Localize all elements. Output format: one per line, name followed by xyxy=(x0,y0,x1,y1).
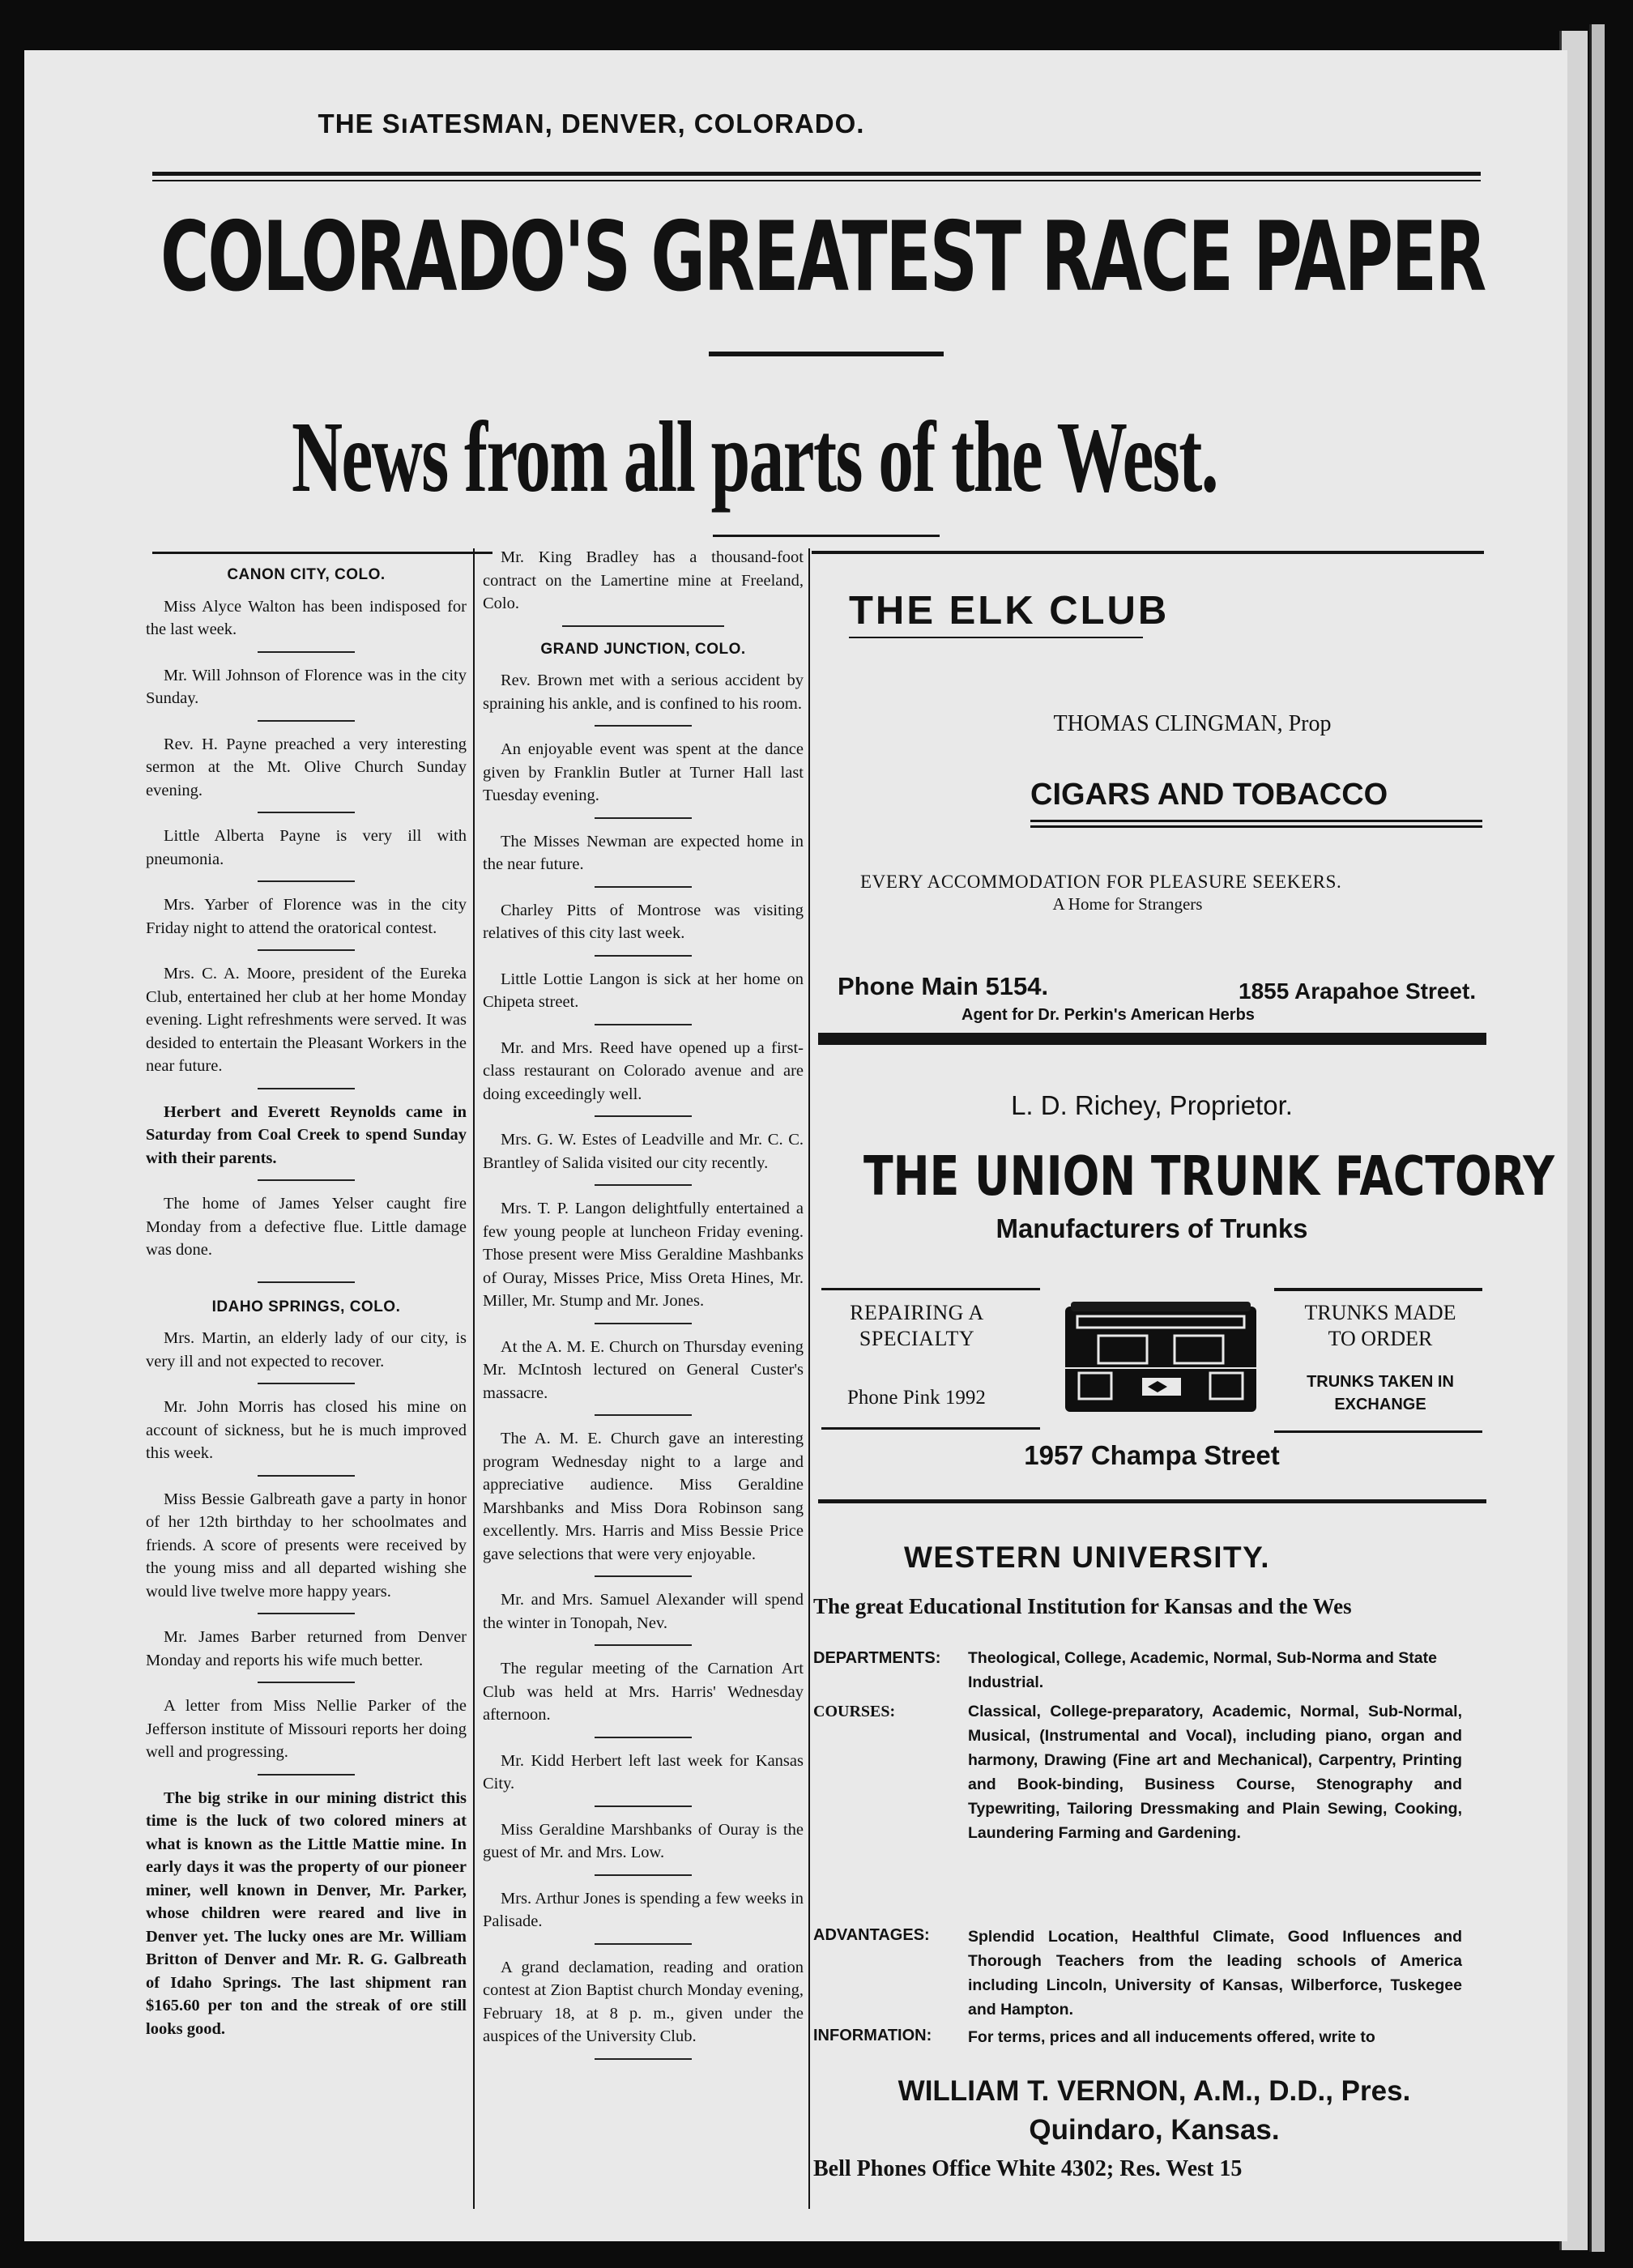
elk-agent: Agent for Dr. Perkin's American Herbs xyxy=(961,1006,1255,1024)
news-item: Miss Bessie Galbreath gave a party in honor of her 12th birthday to her schoolmates and friends. A score of presents were received by the young miss and all departed wishing she would live twelve more happy years. xyxy=(146,1490,467,1601)
item-separator xyxy=(595,1414,692,1416)
item-separator xyxy=(595,1737,692,1738)
item-separator xyxy=(258,1383,355,1384)
news-item: Herbert and Everett Reynolds came in Saturday from Coal Creek to spend Sunday with their parents. xyxy=(146,1102,467,1167)
masthead: THE SıATESMAN, DENVER, COLORADO. xyxy=(318,109,865,139)
news-item: Mrs. G. W. Estes of Leadville and Mr. C. C. Brantley of Salida visited our city recently. xyxy=(483,1131,804,1172)
cigars-heading: CIGARS AND TOBACCO xyxy=(1030,778,1388,812)
trunk-bottom-rule xyxy=(818,1499,1486,1503)
item-separator xyxy=(562,625,724,627)
university-tagline: The great Educational Institution for Kansas and the Wes xyxy=(813,1594,1352,1618)
banner-subtitle: News from all parts of the West. xyxy=(292,401,1218,514)
item-separator xyxy=(595,817,692,819)
news-item: Mrs. Martin, an elderly lady of our city, is very ill and not expected to recover. xyxy=(146,1329,467,1371)
information-label: INFORMATION: xyxy=(813,2027,932,2044)
news-item: Mrs. Arthur Jones is spending a few weeks in Palisade. xyxy=(483,1889,804,1930)
departments-text: Theological, College, Academic, Normal, Sub-Norma and State Industrial. xyxy=(968,1649,1437,1691)
item-separator xyxy=(595,886,692,888)
item-separator xyxy=(595,1024,692,1025)
elk-title-underline xyxy=(849,637,1143,638)
cigars-rule-1 xyxy=(1030,820,1482,822)
elk-bottom-rule xyxy=(818,1033,1486,1045)
departments-label: DEPARTMENTS: xyxy=(813,1649,941,1667)
courses-label: COURSES: xyxy=(813,1703,896,1720)
news-item: Mr. and Mrs. Reed have opened up a first-class restaurant on Colorado avenue and are doing exceedingly well. xyxy=(483,1038,804,1103)
courses-text: Classical, College-preparatory, Academic, Normal, Sub-Normal, Musical, (Instrumental and Vocal), including piano, organ and harmony, Drawing (Fine art and Mechanical), Carpentry, Printing and Book-binding, Business Course, Stenography and Typewriting, Tailoring Dressmaking and Plain Sewing, Cooking, Laundering Farming and Gardening. xyxy=(968,1703,1462,1842)
news-item: Mr. Kidd Herbert left last week for Kansas City. xyxy=(483,1751,804,1793)
news-item: Mr. and Mrs. Samuel Alexander will spend the winter in Tonopah, Nev. xyxy=(483,1591,804,1632)
news-item: Mr. James Barber returned from Denver Monday and reports his wife much better. xyxy=(146,1628,467,1669)
news-item: Rev. H. Payne preached a very interesting sermon at the Mt. Olive Church Sunday evening. xyxy=(146,735,467,799)
trunk-factory-ad xyxy=(812,1047,1554,1500)
news-item: A grand declamation, reading and oration contest at Zion Baptist church Monday evening, February 18, at 8 p. m., given under the auspices of the University Club. xyxy=(483,1958,804,2045)
item-separator xyxy=(595,1323,692,1324)
elk-phone: Phone Main 5154. xyxy=(838,972,1049,1000)
masthead-rule-top xyxy=(152,172,1481,176)
column1-top-rule xyxy=(152,552,492,554)
trunk-right-rule-top xyxy=(1274,1288,1482,1291)
news-item: Mrs. T. P. Langon delightfully entertained a few young people at luncheon Friday evening. Those present were Miss Geraldine Mashbanks of Ouray, Misses Price, Miss Oreta Hines, Mr. Miller, Mr. Stump and Mr. Jones. xyxy=(483,1200,804,1310)
item-separator xyxy=(595,725,692,727)
trunk-exchange: TRUNKS TAKEN IN EXCHANGE xyxy=(1307,1373,1454,1413)
column-2 xyxy=(483,546,804,2071)
trunk-left-rule-bottom xyxy=(821,1427,1040,1430)
news-item: Mr. John Morris has closed his mine on account of sickness, but he is much improved this week. xyxy=(146,1398,467,1462)
item-separator xyxy=(595,1575,692,1577)
trunk-proprietor: L. D. Richey, Proprietor. xyxy=(1011,1090,1293,1120)
elk-proprietor: THOMAS CLINGMAN, Prop xyxy=(1053,711,1332,736)
news-item: Mrs. C. A. Moore, president of the Eureka Club, entertained her club at her home Monday evening. Light refreshments were served. It was desided to entertain the Pleasant Workers in the near future. xyxy=(146,965,467,1075)
trunk-right-rule-bottom xyxy=(1274,1430,1482,1433)
news-item: The home of James Yelser caught fire Monday from a defective flue. Little damage was done. xyxy=(146,1195,467,1259)
news-item: Miss Alyce Walton has been indisposed for the last week. xyxy=(146,597,467,638)
banner-divider xyxy=(709,352,944,356)
university-title: WESTERN UNIVERSITY. xyxy=(904,1541,1270,1574)
item-separator xyxy=(595,955,692,957)
advantages-text: Splendid Location, Healthful Climate, Good Influences and Thorough Teachers from the leading schools of America including Lincoln, University of Kansas, Wilberforce, Tuskegee and Hampton. xyxy=(968,1928,1462,2019)
item-separator xyxy=(258,880,355,882)
elk-club-title: THE ELK CLUB xyxy=(849,589,1170,633)
cigars-rule-2 xyxy=(1030,825,1482,828)
item-separator xyxy=(595,1943,692,1945)
trunk-left-rule-top xyxy=(821,1288,1040,1290)
item-separator xyxy=(258,1682,355,1683)
column-1 xyxy=(146,559,467,2040)
ad-top-rule xyxy=(812,551,1484,554)
information-text: For terms, prices and all inducements offered, write to xyxy=(968,2028,1375,2046)
item-separator xyxy=(258,720,355,722)
news-item: The A. M. E. Church gave an interesting program Wednesday night to a large and appreciative audience. Miss Geraldine Marshbanks and Miss Dora Robinson sang excellently. Mrs. Harris and Miss Bessie Price gave selections that were very enjoyable. xyxy=(483,1430,804,1563)
news-item: Mrs. Yarber of Florence was in the city Friday night to attend the oratorical contest. xyxy=(146,896,467,937)
news-item: Miss Geraldine Marshbanks of Ouray is the guest of Mr. and Mrs. Low. xyxy=(483,1820,804,1861)
news-item: Charley Pitts of Montrose was visiting relatives of this city last week. xyxy=(483,901,804,942)
section-separator xyxy=(258,1281,355,1283)
item-separator xyxy=(595,1644,692,1646)
elk-accommodation: EVERY ACCOMMODATION FOR PLEASURE SEEKERS. xyxy=(860,872,1342,892)
university-president: WILLIAM T. VERNON, A.M., D.D., Pres. xyxy=(898,2075,1411,2107)
university-phones: Bell Phones Office White 4302; Res. West 15 xyxy=(813,2156,1243,2181)
advantages-label: ADVANTAGES: xyxy=(813,1926,930,1944)
banner-title: COLORADO'S GREATEST RACE PAPER xyxy=(160,201,1486,313)
item-separator xyxy=(595,1115,692,1117)
news-item: Little Alberta Payne is very ill with pneumonia. xyxy=(146,827,467,868)
news-item: An enjoyable event was spent at the dance given by Franklin Butler at Turner Hall last Tuesday evening. xyxy=(483,740,804,804)
item-separator xyxy=(258,949,355,951)
western-university-ad xyxy=(810,1508,1499,2221)
item-separator xyxy=(258,1475,355,1477)
university-city: Quindaro, Kansas. xyxy=(1029,2114,1280,2146)
item-separator xyxy=(258,651,355,653)
elk-address: 1855 Arapahoe Street. xyxy=(1239,978,1477,1004)
news-item: Rev. Brown met with a serious accident by spraining his ankle, and is confined to his room. xyxy=(483,671,804,713)
item-separator xyxy=(258,1774,355,1776)
item-separator xyxy=(595,1184,692,1186)
news-item: The Misses Newman are expected home in the near future. xyxy=(483,832,804,873)
item-separator xyxy=(595,1805,692,1807)
item-separator xyxy=(258,1179,355,1181)
newspaper-page xyxy=(24,50,1567,2241)
banner-bottom-rule xyxy=(713,535,940,537)
trunk-subtitle: Manufacturers of Trunks xyxy=(996,1213,1308,1243)
trunk-illustration xyxy=(1063,1298,1259,1416)
trunk-made-to-order: TRUNKS MADE TO ORDER xyxy=(1304,1301,1456,1350)
idaho-springs-heading: IDAHO SPRINGS, COLO. xyxy=(211,1298,401,1315)
news-item: The regular meeting of the Carnation Art Club was held at Mrs. Harris' Wednesday afternoon. xyxy=(483,1660,804,1724)
elk-club-ad xyxy=(812,556,1492,1042)
trunk-repairing: REPAIRING A SPECIALTY xyxy=(850,1301,984,1350)
news-item: Mr. King Bradley has a thousand-foot contract on the Lamertine mine at Freeland, Colo. xyxy=(483,548,804,612)
trunk-address: 1957 Champa Street xyxy=(1024,1440,1280,1470)
canon-city-heading: CANON CITY, COLO. xyxy=(227,566,386,583)
column-divider-1 xyxy=(473,548,475,2209)
news-item: Mr. Will Johnson of Florence was in the city Sunday. xyxy=(146,666,467,707)
elk-home: A Home for Strangers xyxy=(1052,894,1203,914)
item-separator xyxy=(258,1613,355,1614)
trunk-factory-title: THE UNION TRUNK FACTORY xyxy=(863,1145,1554,1209)
page-edge-shadow xyxy=(1589,24,1605,2252)
news-item: Little Lottie Langon is sick at her home on Chipeta street. xyxy=(483,970,804,1011)
trunk-phone: Phone Pink 1992 xyxy=(847,1387,986,1409)
item-separator xyxy=(258,812,355,813)
item-separator xyxy=(258,1088,355,1089)
grand-junction-heading: GRAND JUNCTION, COLO. xyxy=(540,640,746,658)
news-item: The big strike in our mining district this time is the luck of two colored miners at what is known as the Little Mattie mine. In early days it was the property of our pioneer miner, well known in Denver, Mr. Parker, whose children were reared and live in Denver yet. The lucky ones are Mr. William Britton of Denver and Mr. R. G. Galbreath of Idaho Springs. The last shipment ran $165.60 per ton and the streak of ore still looks good. xyxy=(146,1788,467,2038)
item-separator xyxy=(595,2058,692,2060)
masthead-rule-bottom xyxy=(152,180,1481,181)
item-separator xyxy=(595,1874,692,1876)
news-item: At the A. M. E. Church on Thursday evening Mr. McIntosh lectured on General Custer's massacre. xyxy=(483,1337,804,1402)
news-item: A letter from Miss Nellie Parker of the Jefferson institute of Missouri reports her doing well and progressing. xyxy=(146,1697,467,1761)
